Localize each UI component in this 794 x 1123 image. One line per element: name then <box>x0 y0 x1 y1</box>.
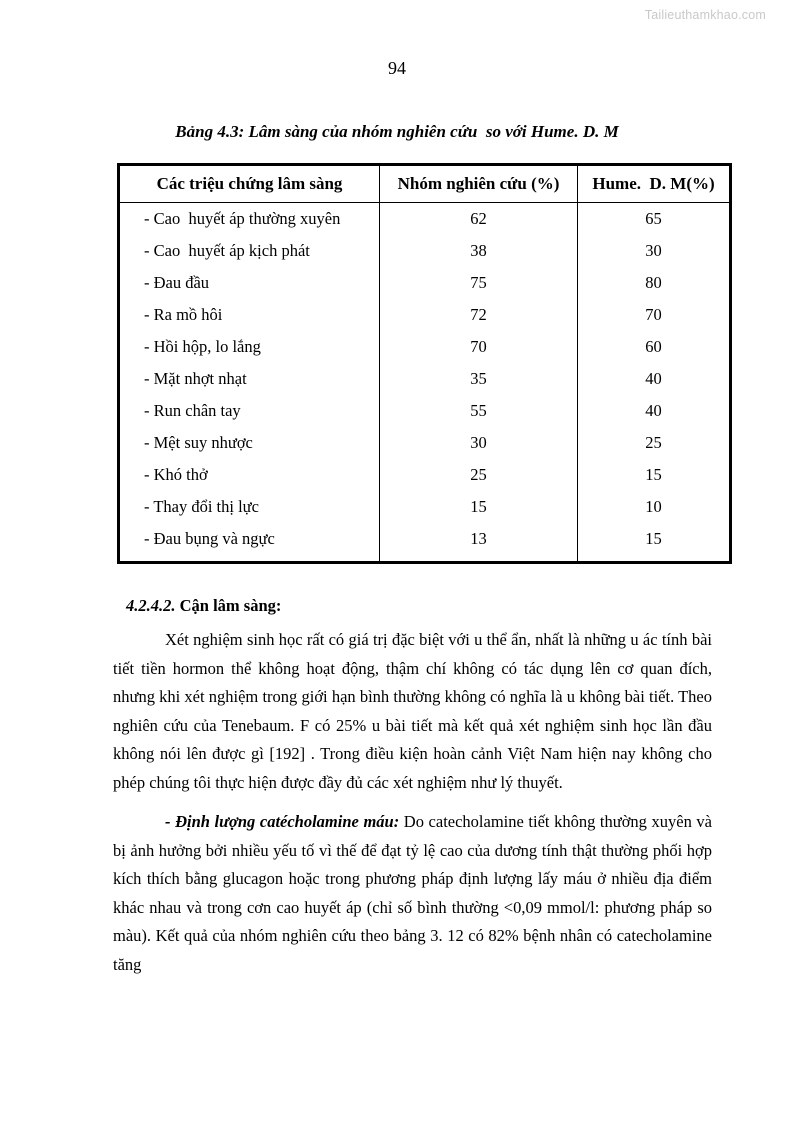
clinical-symptoms-table <box>117 163 732 564</box>
cell-study-group: 35 <box>380 363 578 395</box>
cell-study-group: 38 <box>380 235 578 267</box>
cell-study-group: 55 <box>380 395 578 427</box>
body-content <box>113 596 712 990</box>
cell-hume: 80 <box>578 267 731 299</box>
table-row <box>119 459 731 491</box>
table-row <box>119 491 731 523</box>
cell-hume: 15 <box>578 523 731 563</box>
section-heading-number: 4.2.4.2. <box>126 596 176 615</box>
cell-study-group: 62 <box>380 203 578 236</box>
cell-symptom: - Mặt nhợt nhạt <box>119 363 380 395</box>
section-heading-title: Cận lâm sàng: <box>175 596 282 615</box>
cell-hume: 40 <box>578 395 731 427</box>
cell-hume: 25 <box>578 427 731 459</box>
table-row <box>119 267 731 299</box>
table-row <box>119 523 731 563</box>
table-caption: Bảng 4.3: Lâm sàng của nhóm nghiên cứu so với Hume. D. M <box>175 122 619 141</box>
cell-study-group: 25 <box>380 459 578 491</box>
table-row <box>119 363 731 395</box>
column-header-hume: Hume. D. M(%) <box>578 165 731 203</box>
cell-study-group: 13 <box>380 523 578 563</box>
cell-study-group: 30 <box>380 427 578 459</box>
cell-symptom: - Hồi hộp, lo lắng <box>119 331 380 363</box>
cell-symptom: - Ra mồ hôi <box>119 299 380 331</box>
paragraph-lab-tests: Xét nghiệm sinh học rất có giá trị đặc biệt với u thể ẩn, nhất là những u ác tính bài tiết tiền hormon thể không hoạt động, thậm chí không có tác dụng lên cơ quan đích, nhưng khi xét nghiệm trong giới hạn bình thường không có nghĩa là u không bài tiết. Theo nghiên cứu của Tenebaum. F có 25% u bài tiết mà kết quả xét nghiệm sinh học lần đầu không nói lên được gì [192] . Trong điều kiện hoàn cảnh Việt Nam hiện nay không cho phép chúng tôi thực hiện được đầy đủ các xét nghiệm như lý thuyết. <box>113 630 712 792</box>
cell-symptom: - Khó thở <box>119 459 380 491</box>
paragraph-body-text: Do catecholamine tiết không thường xuyên và bị ảnh hưởng bởi nhiều yếu tố vì thế để đạt tỷ lệ cao của dương tính thật thường phối hợp kích thích bằng glucagon hoặc trong phương pháp định lượng lấy máu ở nhiều địa điểm khác nhau và trong cơn cao huyết áp (chỉ số bình thường <0,09 mmol/l: phương pháp so màu). Kết quả của nhóm nghiên cứu theo bảng 3. 12 có 82% bệnh nhân có catecholamine tăng <box>113 812 712 974</box>
paragraph-lead-in: - Định lượng catécholamine máu: <box>165 812 400 832</box>
cell-hume: 65 <box>578 203 731 236</box>
cell-symptom: - Thay đổi thị lực <box>119 491 380 523</box>
table-row <box>119 203 731 236</box>
paragraph-catecholamine <box>113 808 712 979</box>
table-row <box>119 331 731 363</box>
cell-symptom: - Đau bụng và ngực <box>119 523 380 563</box>
table-row <box>119 299 731 331</box>
cell-symptom: - Đau đầu <box>119 267 380 299</box>
cell-hume: 70 <box>578 299 731 331</box>
cell-symptom: - Run chân tay <box>119 395 380 427</box>
clinical-symptoms-table-wrapper <box>117 163 729 564</box>
cell-hume: 30 <box>578 235 731 267</box>
cell-symptom: - Cao huyết áp thường xuyên <box>119 203 380 236</box>
section-heading <box>126 596 712 616</box>
cell-study-group: 75 <box>380 267 578 299</box>
cell-symptom: - Mệt suy nhược <box>119 427 380 459</box>
cell-symptom: - Cao huyết áp kịch phát <box>119 235 380 267</box>
cell-study-group: 15 <box>380 491 578 523</box>
column-header-symptom: Các triệu chứng lâm sàng <box>119 165 380 203</box>
cell-hume: 15 <box>578 459 731 491</box>
cell-hume: 60 <box>578 331 731 363</box>
table-row <box>119 235 731 267</box>
cell-hume: 40 <box>578 363 731 395</box>
column-header-study-group: Nhóm nghiên cứu (%) <box>380 165 578 203</box>
table-row <box>119 427 731 459</box>
table-header-row <box>119 165 731 203</box>
table-row <box>119 395 731 427</box>
page-number: 94 <box>388 58 406 78</box>
watermark: Tailieuthamkhao.com <box>644 8 766 22</box>
cell-hume: 10 <box>578 491 731 523</box>
cell-study-group: 70 <box>380 331 578 363</box>
cell-study-group: 72 <box>380 299 578 331</box>
